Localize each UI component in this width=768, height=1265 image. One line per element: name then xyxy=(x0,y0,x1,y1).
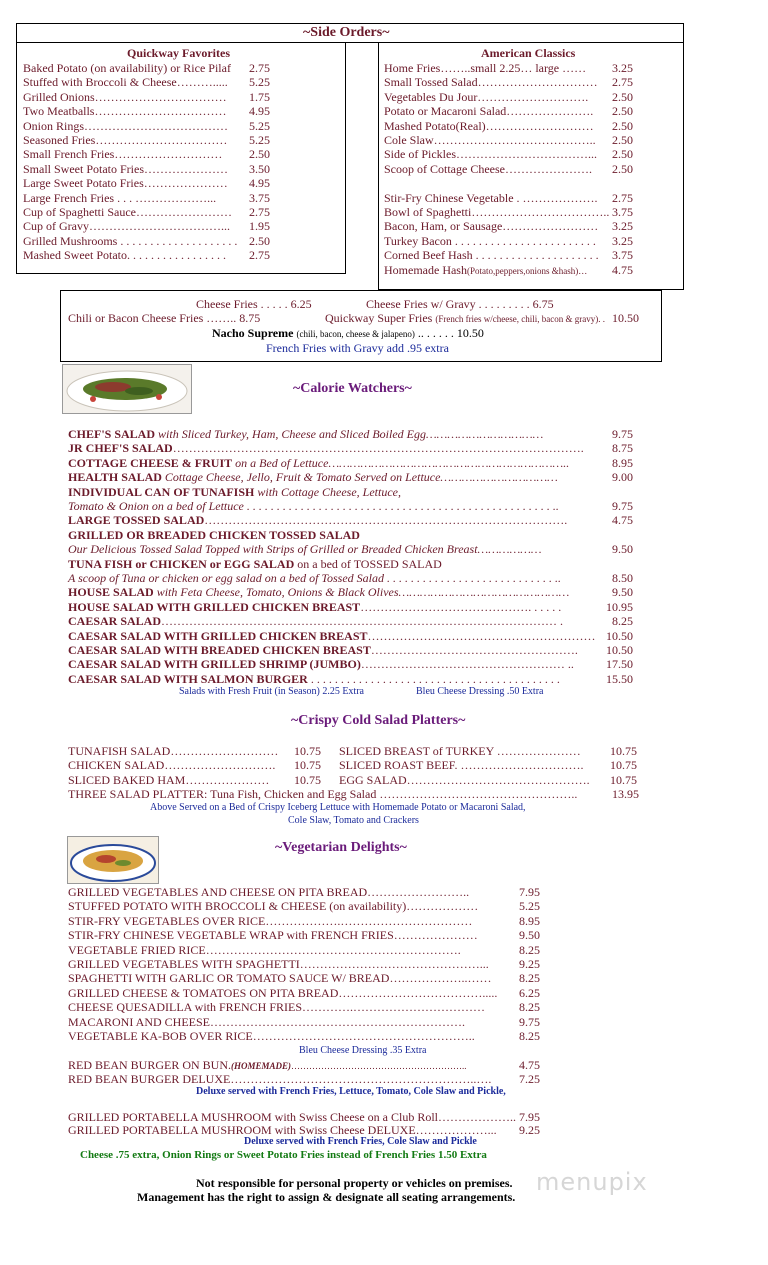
item-name: Scoop of Cottage Cheese…………………. xyxy=(384,161,592,176)
side-item xyxy=(384,191,598,205)
item-price: 10.75 xyxy=(610,758,637,773)
salad-price: 9.50 xyxy=(612,585,633,600)
veg-item xyxy=(68,914,472,928)
veg-item xyxy=(68,971,491,985)
portabella-club-price: 7.95 xyxy=(519,1110,540,1124)
platter-item xyxy=(339,773,590,787)
item-price: 2.50 xyxy=(612,89,633,104)
salad-desc: ……………………………………………. xyxy=(370,643,578,657)
watermark: menupix xyxy=(536,1168,648,1196)
red-bean-deluxe-price: 7.25 xyxy=(519,1072,540,1086)
item-price: 2.50 xyxy=(612,133,633,147)
salad-price: 9.50 xyxy=(612,542,633,557)
item-price: 10.75 xyxy=(294,758,321,773)
salad-name: CAESAR SALAD WITH BREADED CHICKEN BREAST xyxy=(68,643,371,657)
salad-price: 4.75 xyxy=(612,513,633,528)
american-classics-heading: American Classics xyxy=(481,46,576,60)
footer-line-1: Not responsible for personal property or vehicles on premises. xyxy=(196,1176,513,1190)
nacho-name: Nacho Supreme xyxy=(212,326,294,340)
item-price: 4.95 xyxy=(249,104,270,119)
salad-plate-icon xyxy=(63,365,191,413)
item-name: Bacon, Ham, or Sausage…………………… xyxy=(384,219,599,234)
item-name: Mashed Potato(Real)……………………… xyxy=(384,118,594,133)
super-fries-price: 10.50 xyxy=(612,311,640,325)
salad-desc: Tomato & Onion on a bed of Lettuce . . . . . . . . . . . . . . . . . . . . . . . . . . . . . . . . . . . . . . . . . . . . . . . . . . . .. xyxy=(68,499,559,513)
three-platter-price: 13.95 xyxy=(612,787,639,801)
platter-item xyxy=(68,773,269,787)
fries-gravy-note: French Fries with Gravy add .95 extra xyxy=(266,341,449,355)
veg-item xyxy=(68,986,497,1000)
salad-price: 8.25 xyxy=(612,614,633,629)
side-item xyxy=(23,248,226,262)
item-name: Cup of Gravy……………………………... xyxy=(23,219,230,234)
item-name: SLICED ROAST BEEF. …………………………. xyxy=(339,758,584,773)
item-name: Two Meatballs…………………………… xyxy=(23,104,227,119)
red-bean-dots: ………………………………………………….. xyxy=(291,1061,467,1071)
salad-item xyxy=(68,456,569,470)
item-price: 4.95 xyxy=(249,176,270,191)
side-item xyxy=(23,119,228,133)
item-name: Vegetables Du Jour………………………. xyxy=(384,89,589,104)
side-item xyxy=(384,104,593,118)
item-name: GRILLED VEGETABLES AND CHEESE ON PITA BREAD…………………….. xyxy=(68,885,470,899)
item-price: 8.25 xyxy=(519,1029,540,1043)
portabella-deluxe-price: 9.25 xyxy=(519,1123,540,1137)
item-price: 3.75 xyxy=(612,248,633,263)
salad-price: 15.50 xyxy=(606,671,633,686)
nacho-supreme xyxy=(212,326,484,341)
side-item xyxy=(23,90,227,104)
salad-price: 9.75 xyxy=(612,499,633,513)
platters-note-1: Above Served on a Bed of Crispy Iceberg Lettuce with Homemade Potato or Macaroni Salad, xyxy=(150,802,526,813)
veg-item xyxy=(68,928,478,942)
salad-item xyxy=(68,513,567,527)
salad-price: 8.75 xyxy=(612,441,633,456)
item-price: 2.50 xyxy=(249,147,270,162)
item-price: 3.75 xyxy=(249,190,270,205)
salad-name: LARGE TOSSED SALAD xyxy=(68,513,205,528)
salad-desc: Cottage Cheese, Jello, Fruit & Tomato Served on Lettuce…………………………… xyxy=(161,470,558,485)
extras-note: Cheese .75 extra, Onion Rings or Sweet Potato Fries instead of French Fries 1.50 Extra xyxy=(80,1149,487,1161)
salad-name: HOUSE SALAD xyxy=(68,585,154,600)
item-name: Grilled Onions…………………………… xyxy=(23,89,227,104)
three-platter-name: THREE SALAD PLATTER: Tuna Fish, Chicken and Egg Salad ………………………………………….. xyxy=(68,787,578,801)
salad-desc: . . . . . . . . . . . . . . . . . . . . . . . . . . . . . . . . . . . . . . . . . . xyxy=(307,671,560,686)
item-price: 6.25 xyxy=(519,985,540,1000)
side-item xyxy=(384,248,599,262)
item-name: Corned Beef Hash . . . . . . . . . . . . . . . . . . . . . xyxy=(384,248,599,263)
item-name: Turkey Bacon . . . . . . . . . . . . . . . . . . . . . . . . xyxy=(384,233,596,248)
salad-name: HOUSE SALAD WITH GRILLED CHICKEN BREAST xyxy=(68,599,361,614)
item-price: 3.50 xyxy=(249,161,270,176)
item-name: SPAGHETTI WITH GARLIC OR TOMATO SAUCE W/ BREAD………………..…… xyxy=(68,971,492,986)
side-item xyxy=(384,61,586,75)
item-price: 2.50 xyxy=(612,147,633,162)
side-item xyxy=(384,263,587,278)
side-item xyxy=(384,147,597,161)
platter-item xyxy=(68,744,278,758)
item-name: STIR-FRY CHINESE VEGETABLE WRAP with FRENCH FRIES………………… xyxy=(68,928,478,943)
salad-desc: ………………………………………………………………………………. xyxy=(204,513,568,528)
fresh-fruit-note: Salads with Fresh Fruit (in Season) 2.25 Extra xyxy=(179,686,364,697)
side-item xyxy=(384,219,598,233)
side-item xyxy=(23,104,226,118)
item-name: Cole Slaw………………………………….. xyxy=(384,133,596,147)
item-name: Mashed Sweet Potato. . . . . . . . . . . . . . . . . xyxy=(23,248,226,263)
item-name: VEGETABLE FRIED RICE………………………………………………………. xyxy=(68,942,461,957)
pasta-plate-icon xyxy=(68,837,158,883)
side-item xyxy=(23,133,227,147)
side-item xyxy=(23,219,230,233)
item-name: MACARONI AND CHEESE………………………………………………………. xyxy=(68,1014,466,1029)
platter-item xyxy=(339,758,584,772)
deluxe-note-2: Deluxe served with French Fries, Cole Slaw and Pickle xyxy=(244,1136,477,1147)
item-price: 2.50 xyxy=(612,161,633,176)
red-bean-deluxe: RED BEAN BURGER DELUXE……………………………………………………..…. xyxy=(68,1072,492,1086)
salad-desc: A scoop of Tuna or chicken or egg salad on a bed of Tossed Salad . . . . . . . . . . . . . . . . . . . . . . . . . . . . .. xyxy=(68,571,561,585)
item-price: 2.50 xyxy=(612,104,633,119)
item-name: Seasoned Fries…………………………… xyxy=(23,133,228,147)
item-name: Large French Fries . . . ………………... xyxy=(23,190,217,205)
salad-item xyxy=(68,614,563,628)
item-price: 5.25 xyxy=(249,118,270,133)
item-price: 10.75 xyxy=(610,772,637,787)
salad-name: CAESAR SALAD WITH GRILLED SHRIMP (JUMBO) xyxy=(68,657,361,672)
salad-item xyxy=(68,629,596,643)
salad-desc: ……………………………………………………………………………………… . xyxy=(161,614,564,629)
salad-price: 9.00 xyxy=(612,470,633,485)
item-price: 2.75 xyxy=(612,75,633,90)
salad-item xyxy=(68,600,561,614)
side-item xyxy=(23,61,231,75)
side-item xyxy=(384,205,609,219)
item-price: 9.75 xyxy=(519,1014,540,1029)
item-price: 8.25 xyxy=(519,971,540,986)
salad-item xyxy=(68,585,569,599)
three-salad-platter xyxy=(68,787,577,801)
salad-item xyxy=(68,657,574,671)
side-item xyxy=(23,162,228,176)
cheese-fries: Cheese Fries . . . . . 6.25 xyxy=(196,297,312,311)
item-name: Cup of Spaghetti Sauce…………………… xyxy=(23,205,232,219)
salad-price: 10.95 xyxy=(606,599,633,614)
item-name: EGG SALAD………………………………………. xyxy=(339,772,590,787)
salad-price: 10.50 xyxy=(606,628,633,643)
side-item xyxy=(384,133,596,147)
item-price: 5.25 xyxy=(249,75,270,90)
item-price: 7.95 xyxy=(519,885,540,899)
veg-bleu-note: Bleu Cheese Dressing .35 Extra xyxy=(299,1045,427,1056)
item-price: 2.75 xyxy=(249,61,270,75)
item-name: STIR-FRY VEGETABLES OVER RICE……………….…………………………… xyxy=(68,913,473,928)
item-price: 3.25 xyxy=(612,233,633,248)
side-item xyxy=(23,234,237,248)
salad-name: JR CHEF'S SALAD xyxy=(68,441,173,456)
salad-desc: ……………………………………. . . . . . xyxy=(360,599,562,614)
item-price: 2.75 xyxy=(249,248,270,263)
salad-desc: …………………………………………………………………………………………. xyxy=(172,441,584,456)
veg-item xyxy=(68,943,461,957)
portabella-club: GRILLED PORTABELLA MUSHROOM with Swiss Cheese on a Club Roll……………….. xyxy=(68,1110,516,1124)
item-name: GRILLED VEGETABLES WITH SPAGHETTI………………………………………... xyxy=(68,957,489,971)
side-item xyxy=(23,176,228,190)
item-name: CHICKEN SALAD………………………. xyxy=(68,758,276,773)
salad-price: 10.50 xyxy=(606,643,633,657)
item-price: 2.75 xyxy=(612,190,633,205)
item-price: 4.75 xyxy=(612,262,633,277)
red-bean-price: 4.75 xyxy=(519,1058,540,1072)
item-price: 8.95 xyxy=(519,913,540,928)
chili-bacon-cheese-fries: Chili or Bacon Cheese Fries …….. 8.75 xyxy=(68,311,261,325)
item-price: 10.75 xyxy=(294,744,321,758)
salad-name: GRILLED OR BREADED CHICKEN TOSSED SALAD xyxy=(68,527,360,542)
item-name: Stuffed with Broccoli & Cheese………..... xyxy=(23,75,228,90)
veg-item xyxy=(68,885,469,899)
item-name: Bowl of Spaghetti…………………………….. xyxy=(384,205,610,219)
platters-note-2: Cole Slaw, Tomato and Crackers xyxy=(288,815,419,826)
quickway-favorites-heading: Quickway Favorites xyxy=(127,46,230,60)
item-name: Stir-Fry Chinese Vegetable . ………………. xyxy=(384,190,598,205)
red-bean-tag: (HOMEMADE) xyxy=(231,1061,292,1071)
item-price: 1.75 xyxy=(249,89,270,104)
item-price: 3.25 xyxy=(612,61,633,75)
quickway-super-fries xyxy=(325,311,639,326)
item-name: STUFFED POTATO WITH BROCCOLI & CHEESE (on availability)……………… xyxy=(68,899,479,914)
item-name: Onion Rings……………………………… xyxy=(23,118,229,133)
nacho-price: .. . . . . . 10.50 xyxy=(414,326,484,340)
side-item xyxy=(384,90,588,104)
item-price: 1.95 xyxy=(249,219,270,234)
super-fries-name: Quickway Super Fries xyxy=(325,311,433,325)
red-bean-name: RED BEAN BURGER ON BUN. xyxy=(68,1058,232,1072)
platters-title: ~Crispy Cold Salad Platters~ xyxy=(291,713,466,728)
salad-name: COTTAGE CHEESE & FRUIT xyxy=(68,455,233,470)
item-name: VEGETABLE KA-BOB OVER RICE……………………………………………….. xyxy=(68,1029,475,1043)
platter-item xyxy=(339,744,581,758)
salad-name: INDIVIDUAL CAN OF TUNAFISH xyxy=(68,484,255,499)
cheese-fries-gravy: Cheese Fries w/ Gravy . . . . . . . . . 6.75 xyxy=(366,297,554,311)
salad-name: CAESAR SALAD WITH SALMON BURGER xyxy=(68,671,308,686)
side-item xyxy=(23,205,232,219)
footer-line-2: Management has the right to assign & designate all seating arrangements. xyxy=(137,1190,516,1204)
salad-name: CAESAR SALAD WITH GRILLED CHICKEN BREAST xyxy=(68,628,368,643)
item-price: 9.25 xyxy=(519,957,540,971)
salad-item xyxy=(68,485,401,499)
veg-item xyxy=(68,1000,485,1014)
veg-item xyxy=(68,899,478,913)
salad-photo xyxy=(62,364,192,414)
salad-name: CHEF'S SALAD xyxy=(68,427,156,441)
veg-item xyxy=(68,957,489,971)
item-price: 3.25 xyxy=(612,219,633,234)
nacho-desc: (chili, bacon, cheese & jalapeno) xyxy=(296,329,415,339)
salad-desc: with Feta Cheese, Tomato, Onions & Black Olives………………………………………… xyxy=(153,585,570,600)
vegetarian-photo xyxy=(67,836,159,884)
bleu-cheese-note: Bleu Cheese Dressing .50 Extra xyxy=(416,686,544,697)
veg-item xyxy=(68,1015,465,1029)
side-item xyxy=(23,147,222,161)
salad-item xyxy=(68,672,560,686)
side-item xyxy=(384,162,592,176)
platter-item xyxy=(68,758,275,772)
item-name: SLICED BREAST of TURKEY ………………… xyxy=(339,744,581,758)
item-price: 10.75 xyxy=(610,744,637,758)
item-name: Baked Potato (on availability) or Rice Pilaf xyxy=(23,61,231,75)
side-item xyxy=(23,75,228,89)
salad-item xyxy=(68,557,442,571)
item-price: 2.50 xyxy=(249,233,270,248)
item-name: Homemade Hash xyxy=(384,262,467,277)
side-item xyxy=(384,119,594,133)
super-fries-desc: (French fries w/cheese, chili, bacon & gravy). . xyxy=(435,314,606,324)
item-name: Home Fries……..small 2.25… large …… xyxy=(384,61,587,75)
item-price: 9.50 xyxy=(519,928,540,943)
salad-desc: on a Bed of Lettuce………………………………………………………….. xyxy=(232,455,570,470)
veg-item xyxy=(68,1029,475,1043)
item-name: Small French Fries……………………… xyxy=(23,147,223,162)
portabella-deluxe: GRILLED PORTABELLA MUSHROOM with Swiss Cheese DELUXE………………... xyxy=(68,1123,497,1137)
salad-item xyxy=(68,499,559,513)
salad-price: 8.50 xyxy=(612,571,633,585)
salad-price: 8.95 xyxy=(612,455,633,470)
item-price: 8.25 xyxy=(519,1000,540,1015)
salad-desc: ………………………………………………… xyxy=(367,628,596,643)
item-price: 8.25 xyxy=(519,942,540,957)
salad-item xyxy=(68,542,542,556)
item-name: CHEESE QUESADILLA with FRENCH FRIES………….…………………………… xyxy=(68,1000,486,1015)
vegetarian-title: ~Vegetarian Delights~ xyxy=(275,840,407,855)
side-orders-title: ~Side Orders~ xyxy=(303,25,390,40)
salad-price: 9.75 xyxy=(612,427,633,441)
red-bean-burger xyxy=(68,1058,467,1073)
item-price: 10.75 xyxy=(294,772,321,787)
salad-item xyxy=(68,427,543,441)
salad-name: TUNA FISH or CHICKEN or EGG SALAD xyxy=(68,556,295,571)
salad-name: HEALTH SALAD xyxy=(68,470,162,485)
item-name: TUNAFISH SALAD……………………… xyxy=(68,744,279,758)
salad-item xyxy=(68,571,561,585)
salad-item xyxy=(68,470,558,484)
salad-desc: Our Delicious Tossed Salad Topped with Strips of Grilled or Breaded Chicken Breast……………… xyxy=(68,542,542,557)
side-item xyxy=(23,191,216,205)
salad-name: CAESAR SALAD xyxy=(68,614,162,629)
item-name: Potato or Macaroni Salad…………………. xyxy=(384,104,594,119)
item-name: Side of Pickles……………………………... xyxy=(384,147,597,162)
salad-desc: with Sliced Turkey, Ham, Cheese and Sliced Boiled Egg…………………………… xyxy=(155,427,544,441)
salad-desc: on a bed of TOSSED SALAD xyxy=(294,556,442,571)
salad-desc: …………………………………………… .. xyxy=(360,657,574,672)
item-name: Grilled Mushrooms . . . . . . . . . . . . . . . . . . . . xyxy=(23,233,238,248)
item-price: 5.25 xyxy=(519,899,540,914)
deluxe-note-1: Deluxe served with French Fries, Lettuce, Tomato, Cole Slaw and Pickle, xyxy=(196,1086,506,1097)
calorie-watchers-title: ~Calorie Watchers~ xyxy=(293,381,412,396)
side-item xyxy=(384,75,598,89)
item-name: SLICED BAKED HAM………………… xyxy=(68,772,270,787)
side-item xyxy=(384,234,596,248)
item-price: 2.75 xyxy=(249,205,270,219)
salad-item xyxy=(68,528,360,542)
salad-desc: with Cottage Cheese, Lettuce, xyxy=(254,484,402,499)
salad-item xyxy=(68,441,584,455)
salad-item xyxy=(68,643,578,657)
item-name: Small Tossed Salad………………………… xyxy=(384,75,598,90)
item-name: GRILLED CHEESE & TOMATOES ON PITA BREAD………………………………..... xyxy=(68,985,498,1000)
item-name: Small Sweet Potato Fries………………… xyxy=(23,161,228,176)
item-price: 2.50 xyxy=(612,118,633,133)
item-price: 5.25 xyxy=(249,133,270,147)
item-price: 3.75 xyxy=(612,205,633,219)
salad-price: 17.50 xyxy=(606,657,633,672)
item-detail: (Potato,peppers,onions &hash)… xyxy=(466,265,588,276)
item-name: Large Sweet Potato Fries………………… xyxy=(23,176,228,191)
